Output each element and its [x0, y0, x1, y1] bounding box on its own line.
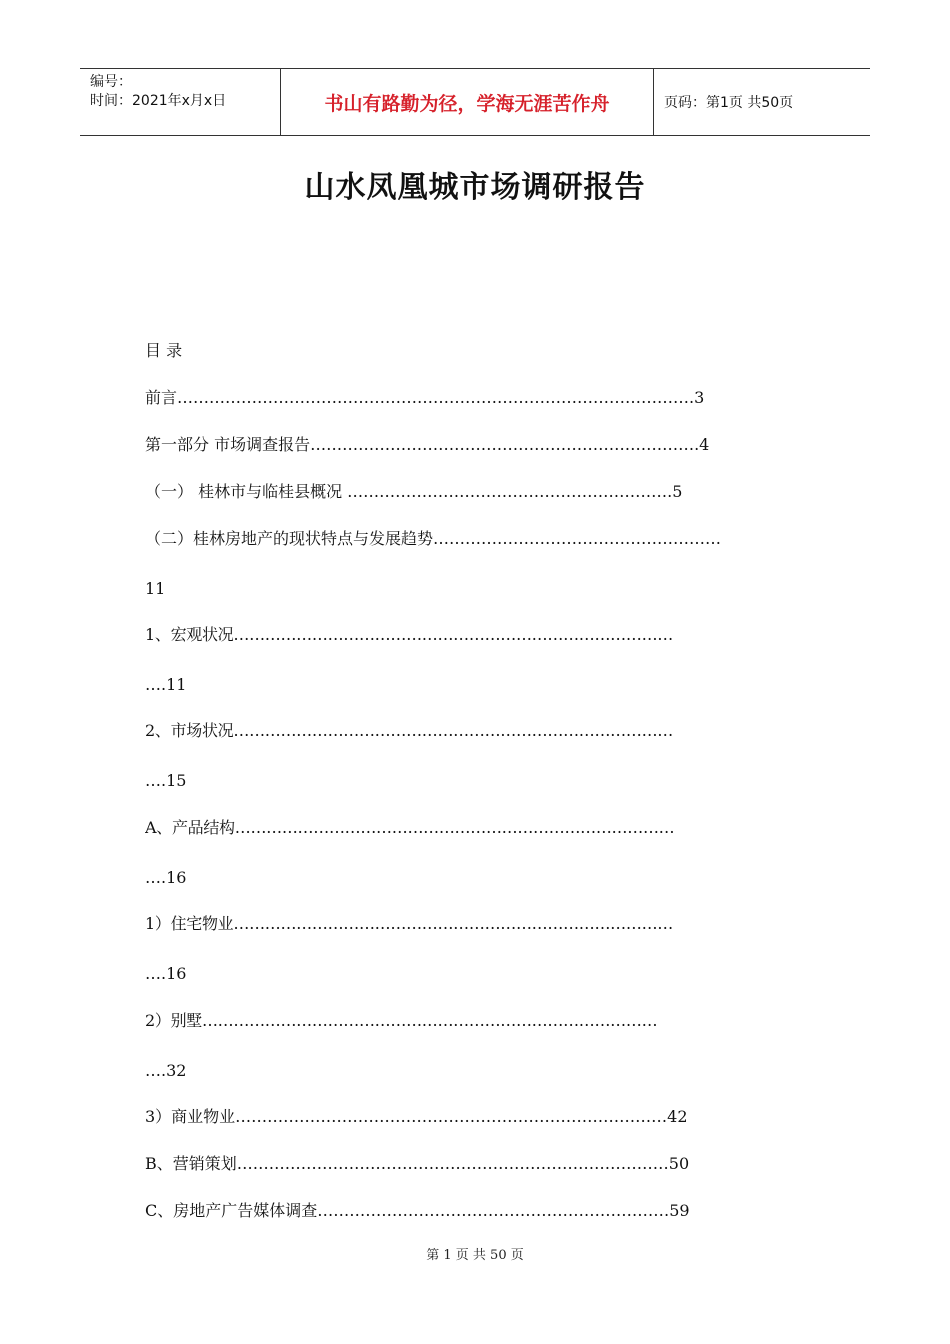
- header-motto: 书山有路勤为径，学海无涯苦作舟: [281, 69, 654, 135]
- toc-heading: 目 录: [145, 341, 183, 360]
- toc-line-media[interactable]: C、房地产广告媒体调查…………………………………………………………59: [145, 1201, 690, 1220]
- toc-line-part1[interactable]: 第一部分 市场调查报告……………………………………………………………….4: [145, 435, 710, 454]
- page-footer: 第 1 页 共 50 页: [426, 1248, 524, 1263]
- toc-line-market[interactable]: 2、市场状况…………………………………………………………………………: [145, 721, 673, 740]
- toc-line-villa-page: ….32: [145, 1061, 187, 1080]
- time-label: 时间：2021年x月x日: [90, 93, 227, 109]
- toc-line-section2-page: 11: [145, 579, 166, 598]
- toc-line-commercial[interactable]: 3）商业物业………………………………………………………………………42: [145, 1107, 688, 1126]
- document-title: 山水凤凰城市场调研报告: [304, 170, 646, 205]
- toc-line-villa[interactable]: 2）别墅……………………………………………………………………………: [145, 1011, 658, 1030]
- toc-line-residential-page: ….16: [145, 964, 187, 983]
- toc-line-preface[interactable]: 前言…………………………………………………………………………………….3: [145, 388, 705, 407]
- toc-line-residential[interactable]: 1）住宅物业…………………………………………………………………………: [145, 914, 673, 933]
- toc-line-macro-page: ….11: [145, 675, 187, 694]
- header-meta: [80, 69, 281, 135]
- header-page-info: 页码：第1页 共50页: [664, 95, 794, 111]
- toc-line-section2[interactable]: （二）桂林房地产的现状特点与发展趋势………………………………………………: [145, 529, 722, 548]
- toc-line-product-page: ….16: [145, 868, 187, 887]
- toc-line-macro[interactable]: 1、宏观状况…………………………………………………………………………: [145, 625, 673, 644]
- toc-line-marketing[interactable]: B、营销策划………………………………………………………………………50: [145, 1154, 690, 1173]
- number-label: 编号：: [90, 74, 132, 90]
- toc-line-market-page: ….15: [145, 771, 187, 790]
- toc-line-section1[interactable]: （一） 桂林市与临桂县概况 …………………………………………………….5: [145, 482, 683, 501]
- document-header: [80, 68, 870, 136]
- toc-line-product[interactable]: A、产品结构…………………………………………………………………………: [145, 818, 675, 837]
